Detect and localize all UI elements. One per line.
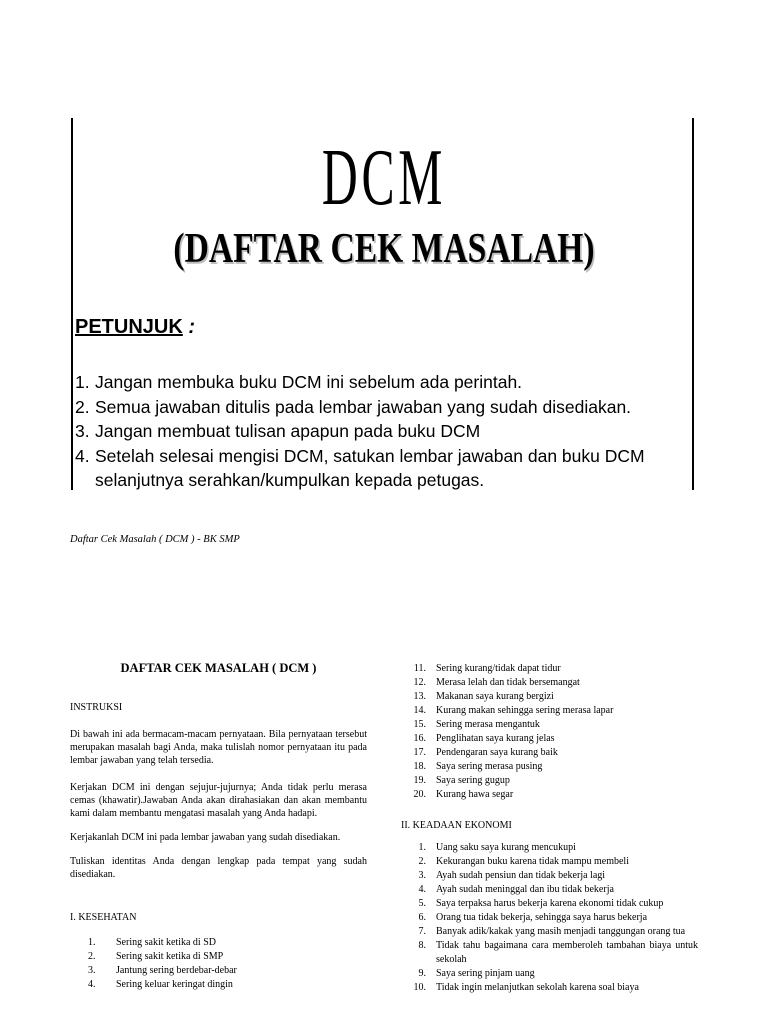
- list-item: [401, 911, 698, 925]
- item-text: Kurang hawa segar: [436, 789, 514, 800]
- instruksi-label: INSTRUKSI: [70, 702, 123, 713]
- list-item: [70, 964, 367, 978]
- item-text: Kurang makan sehingga sering merasa lapar: [436, 705, 614, 716]
- item-text: Sering merasa mengantuk: [436, 719, 540, 730]
- list-item: [401, 855, 698, 869]
- list-item: [401, 939, 698, 967]
- instruction-item: [75, 419, 690, 444]
- instruction-number: 4.: [75, 445, 90, 466]
- item-number: 5.: [418, 898, 426, 909]
- item-text: Pendengaran saya kurang baik: [436, 747, 558, 758]
- item-number: 13.: [413, 691, 426, 702]
- instruction-item: [75, 444, 690, 493]
- item-number: 17.: [413, 747, 426, 758]
- section-heading-ekonomi: II. KEADAAN EKONOMI: [401, 820, 512, 831]
- document-title: DAFTAR CEK MASALAH ( DCM ): [120, 661, 317, 675]
- item-text: Merasa lelah dan tidak bersemangat: [436, 677, 580, 688]
- border-right: [692, 118, 694, 490]
- item-text: Kekurangan buku karena tidak mampu membeli: [436, 856, 629, 867]
- item-number: 7.: [418, 926, 426, 937]
- cover-caption: Daftar Cek Masalah ( DCM ) - BK SMP: [70, 534, 240, 545]
- section-heading-kesehatan: I. KESEHATAN: [70, 912, 137, 923]
- list-item: [401, 732, 698, 746]
- instruction-paragraph: Di bawah ini ada bermacam-macam pernyataan. Bila pernyataan tersebut merupakan masalah bagi Anda, maka tulislah nomor pernyataan itu pada lembar jawaban yang telah tersedia.: [70, 729, 367, 766]
- item-text: Sering sakit ketika di SD: [116, 937, 216, 948]
- kesehatan-list-continued: [401, 662, 698, 802]
- list-item: [401, 788, 698, 802]
- instruction-text: Setelah selesai mengisi DCM, satukan lembar jawaban dan buku DCM selanjutnya serahkan/kumpulkan kepada petugas.: [95, 445, 645, 490]
- list-item: [70, 950, 367, 964]
- instruction-paragraph: Tuliskan identitas Anda dengan lengkap pada tempat yang sudah disediakan.: [70, 856, 367, 880]
- item-number: 8.: [418, 940, 426, 951]
- item-text: Uang saku saya kurang mencukupi: [436, 842, 576, 853]
- list-item: [401, 967, 698, 981]
- item-number: 12.: [413, 677, 426, 688]
- list-item: [401, 869, 698, 883]
- item-number: 3.: [88, 965, 96, 976]
- list-item: [401, 676, 698, 690]
- item-number: 4.: [418, 884, 426, 895]
- item-text: Penglihatan saya kurang jelas: [436, 733, 555, 744]
- instruction-number: 1.: [75, 372, 90, 392]
- item-text: Sering kurang/tidak dapat tidur: [436, 663, 561, 674]
- item-number: 1.: [418, 842, 426, 853]
- item-text: Sering sakit ketika di SMP: [116, 951, 224, 962]
- item-number: 10.: [413, 982, 426, 993]
- item-text: Orang tua tidak bekerja, sehingga saya harus bekerja: [436, 912, 648, 923]
- list-item: [401, 690, 698, 704]
- instruction-text: Jangan membuat tulisan apapun pada buku DCM: [95, 421, 481, 441]
- border-left: [71, 118, 73, 490]
- instructions-colon: :: [188, 316, 196, 338]
- instructions-heading: [75, 316, 195, 339]
- list-item: [401, 704, 698, 718]
- item-number: 20.: [413, 789, 426, 800]
- item-number: 15.: [413, 719, 426, 730]
- instructions-label: PETUNJUK: [75, 316, 183, 338]
- item-text: Saya terpaksa harus bekerja karena ekonomi tidak cukup: [436, 898, 664, 909]
- list-item: [70, 936, 367, 950]
- item-number: 19.: [413, 775, 426, 786]
- list-item: [401, 981, 698, 995]
- item-number: 9.: [418, 968, 426, 979]
- list-item: [70, 978, 367, 992]
- item-number: 3.: [418, 870, 426, 881]
- item-text: Makanan saya kurang bergizi: [436, 691, 554, 702]
- item-number: 16.: [413, 733, 426, 744]
- list-item: [401, 883, 698, 897]
- list-item: [401, 897, 698, 911]
- instruction-item: [75, 370, 690, 395]
- instruction-text: Semua jawaban ditulis pada lembar jawaban yang sudah disediakan.: [95, 396, 632, 417]
- item-number: 18.: [413, 761, 426, 772]
- left-column: [70, 662, 367, 992]
- item-text: Saya sering merasa pusing: [436, 761, 543, 772]
- instruction-item: [75, 395, 690, 420]
- cover-subtitle: (DAFTAR CEK MASALAH): [173, 226, 595, 272]
- item-text: Ayah sudah pensiun dan tidak bekerja lagi: [436, 870, 606, 881]
- item-number: 2.: [418, 856, 426, 867]
- cover-title: DCM: [321, 134, 447, 222]
- item-text: Saya sering pinjam uang: [436, 968, 535, 979]
- item-text: Tidak ingin melanjutkan sekolah karena soal biaya: [436, 982, 639, 993]
- item-number: 1.: [88, 937, 96, 948]
- item-text: Jantung sering berdebar-debar: [116, 965, 237, 976]
- list-item: [401, 718, 698, 732]
- right-column: [401, 662, 698, 995]
- list-item: [401, 760, 698, 774]
- instructions-list: [75, 370, 690, 493]
- instruction-paragraph: Kerjakan DCM ini dengan sejujur-jujurnya; Anda tidak perlu merasa cemas (khawatir).Jawaban Anda akan dirahasiakan dan akan membantu kami dalam membantu mengatasi masalah yang Anda hadapi.: [70, 782, 367, 819]
- item-text: Sering keluar keringat dingin: [116, 979, 233, 990]
- item-text: Tidak tahu bagaimana cara memberoleh tambahan biaya untuk sekolah: [436, 940, 698, 965]
- list-item: [401, 841, 698, 855]
- item-number: 6.: [418, 912, 426, 923]
- item-number: 4.: [88, 979, 96, 990]
- instruction-number: 2.: [75, 396, 90, 417]
- instruction-text: Jangan membuka buku DCM ini sebelum ada perintah.: [95, 372, 523, 392]
- list-item: [401, 662, 698, 676]
- item-number: 2.: [88, 951, 96, 962]
- item-text: Banyak adik/kakak yang masih menjadi tanggungan orang tua: [436, 926, 686, 937]
- instruction-paragraph: Kerjakanlah DCM ini pada lembar jawaban yang sudah disediakan.: [70, 832, 341, 843]
- item-text: Ayah sudah meninggal dan ibu tidak bekerja: [436, 884, 614, 895]
- item-number: 11.: [413, 663, 426, 674]
- item-number: 14.: [413, 705, 426, 716]
- kesehatan-list: [70, 936, 367, 992]
- item-text: Saya sering gugup: [436, 775, 510, 786]
- ekonomi-list: [401, 841, 698, 995]
- instruction-number: 3.: [75, 421, 90, 441]
- list-item: [401, 774, 698, 788]
- list-item: [401, 925, 698, 939]
- list-item: [401, 746, 698, 760]
